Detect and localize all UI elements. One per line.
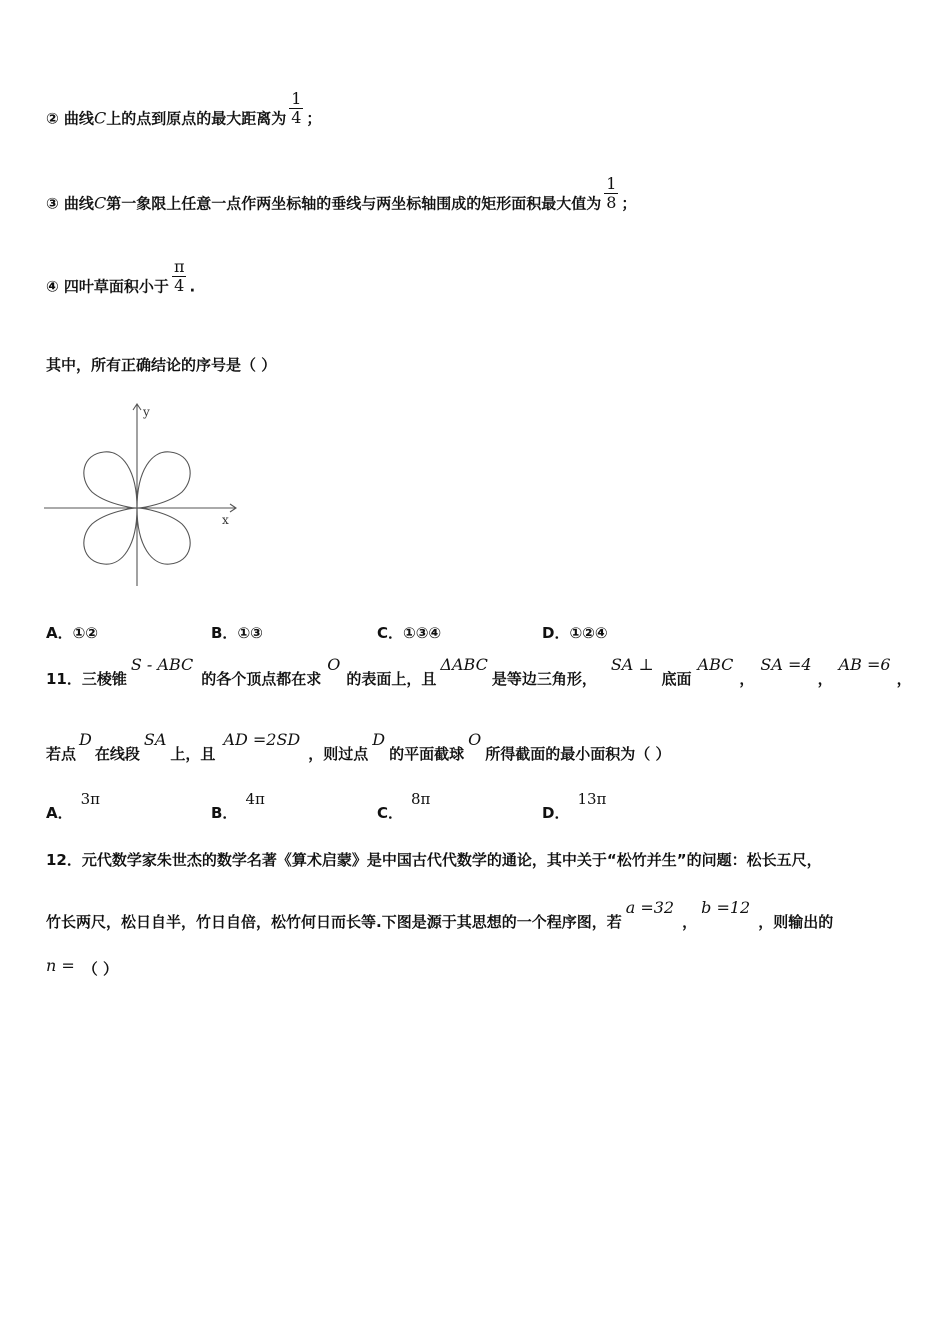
option-letter: A． <box>46 804 73 822</box>
math-segment: SA <box>143 730 167 749</box>
q11-line-2 <box>46 730 671 764</box>
math-pyramid: S - ABC <box>130 655 194 674</box>
text: ， <box>739 670 755 688</box>
q10-item-4 <box>46 257 196 306</box>
leaf-top-left <box>84 452 137 508</box>
q11-option-a[interactable] <box>46 790 101 823</box>
option-letter: B． <box>211 804 238 822</box>
text: 在线段 <box>94 745 140 763</box>
q10-item-3 <box>46 174 637 223</box>
text: 的平面截球 <box>389 745 465 763</box>
option-value: 4π <box>245 790 265 808</box>
text: ， <box>682 913 698 931</box>
q11-option-d[interactable] <box>542 790 607 823</box>
fraction-numerator: 1 <box>291 89 302 108</box>
fraction-numerator: π <box>173 257 185 276</box>
text: 竹长两尺，松日自半，竹日自倍，松竹何日而长等.下图是源于其思想的一个程序图，若 <box>46 913 622 931</box>
fraction-denominator: 4 <box>291 108 302 128</box>
math-ab-value: AB =6 <box>838 655 891 674</box>
q12-line-2 <box>46 898 834 932</box>
q12-line-1: 12．元代数学家朱世杰的数学名著《算术启蒙》是中国古代代数学的通论，其中关于“松竹并生”的问题：松长五尺， <box>46 851 822 869</box>
option-letter: D． <box>542 624 570 642</box>
text: 的各个顶点都在求 <box>201 670 322 688</box>
item-3-var: C <box>93 193 107 213</box>
option-letter: C． <box>377 804 404 822</box>
math-point-d: D <box>79 730 92 749</box>
q11-option-c[interactable] <box>377 790 431 823</box>
option-value: 3π <box>80 790 101 808</box>
option-letter: A． <box>46 624 73 642</box>
option-value: ①② <box>72 624 99 642</box>
q10-option-b[interactable] <box>211 622 263 643</box>
item-3-text: 第一象限上任意一点作两坐标轴的垂线与两坐标轴围成的矩形面积最大值为 <box>106 194 602 213</box>
leaf-top-right <box>137 452 190 508</box>
option-letter: C． <box>377 624 404 642</box>
q10-option-d[interactable] <box>542 622 608 643</box>
option-value: ①②④ <box>569 624 608 642</box>
item-2-prefix: ② 曲线 <box>46 109 94 128</box>
math-base: ABC <box>697 655 734 674</box>
item-2-end: ； <box>306 109 322 128</box>
option-value: 8π <box>411 790 431 808</box>
text: 是等边三角形， <box>491 670 597 688</box>
math-b-value: b =12 <box>701 898 751 917</box>
fraction-denominator: 8 <box>606 193 617 213</box>
q12-line-3 <box>46 958 118 979</box>
y-axis-label: y <box>143 405 150 419</box>
math-n: n = <box>46 956 75 975</box>
math-a-value: a =32 <box>625 898 675 917</box>
item-3-end: ； <box>621 194 637 213</box>
item-2-var: C <box>93 108 107 128</box>
math-sphere: O <box>327 655 341 674</box>
item-4-end: . <box>189 277 196 296</box>
math-triangle: ΔABC <box>440 655 488 674</box>
q11-line-1 <box>46 655 912 689</box>
math-sphere: O <box>468 730 482 749</box>
text: ， <box>896 670 912 688</box>
text: 的表面上，且 <box>346 670 437 688</box>
text: 若点 <box>46 745 77 763</box>
math-sa-value: SA =4 <box>760 655 812 674</box>
math-ratio: AD =2SD <box>223 730 301 749</box>
q11-option-b[interactable] <box>211 790 265 823</box>
item-3-prefix: ③ 曲线 <box>46 194 94 213</box>
item-3-fraction <box>604 175 618 213</box>
option-value: ①③ <box>237 624 263 642</box>
option-value: 13π <box>577 790 607 808</box>
leaf-bottom-left <box>84 508 137 564</box>
four-leaf-figure <box>42 400 242 590</box>
option-value: ①③④ <box>403 624 442 642</box>
math-perp: SA ⊥ <box>610 655 654 674</box>
item-4-fraction <box>172 258 187 296</box>
fraction-numerator: 1 <box>606 174 617 193</box>
text: 底面 <box>661 670 692 688</box>
item-4-prefix: ④ 四叶草面积小于 <box>46 277 169 296</box>
option-letter: B． <box>211 624 238 642</box>
text: ， <box>817 670 833 688</box>
q10-prompt: 其中，所有正确结论的序号是（ ） <box>46 356 277 374</box>
text: 上，且 <box>170 745 216 763</box>
text: ，则过点 <box>308 745 369 763</box>
q10-option-c[interactable] <box>377 622 441 643</box>
q10-option-a[interactable] <box>46 622 98 643</box>
option-letter: D． <box>542 804 570 822</box>
x-axis-label: x <box>222 513 229 527</box>
math-point-d: D <box>372 730 386 749</box>
text: 所得截面的最小面积为（ ） <box>485 745 671 763</box>
q10-item-2 <box>46 89 322 138</box>
fraction-denominator: 4 <box>174 276 185 296</box>
leaf-bottom-right <box>137 508 190 564</box>
q11-number: 11．三棱锥 <box>46 670 127 688</box>
item-2-fraction <box>289 90 303 128</box>
text: ，则输出的 <box>758 913 834 931</box>
text: （ ） <box>82 960 119 978</box>
item-2-text: 上的点到原点的最大距离为 <box>106 109 287 128</box>
